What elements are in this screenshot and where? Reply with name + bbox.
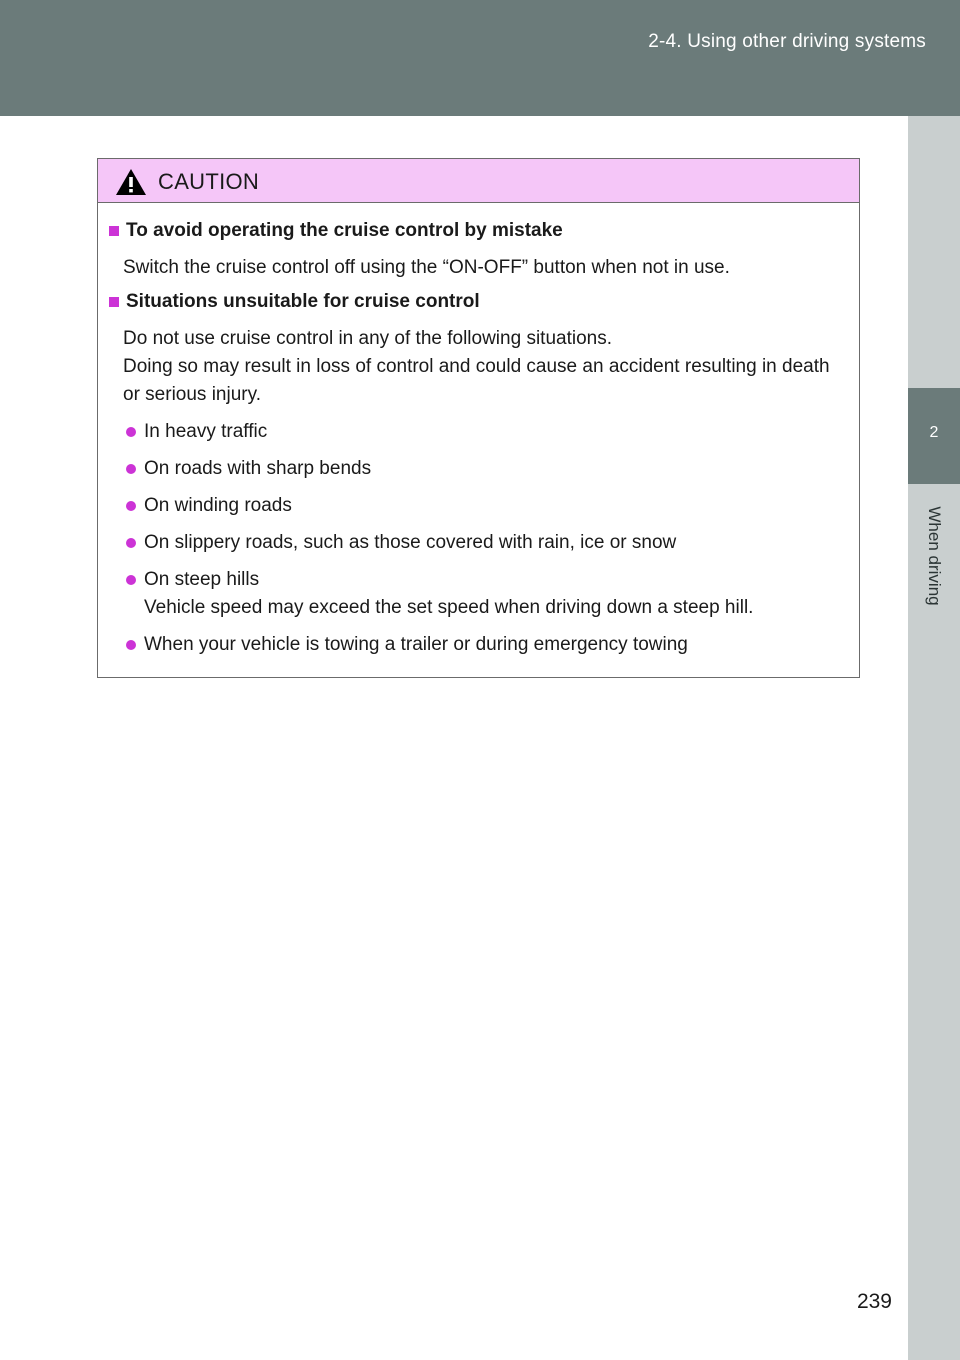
- paragraph: Do not use cruise control in any of the following situations.: [123, 328, 612, 349]
- section-title: 2-4. Using other driving systems: [648, 31, 926, 52]
- caution-title: CAUTION: [158, 169, 260, 194]
- caution-box: [97, 158, 860, 678]
- bullet-list: [107, 418, 849, 659]
- section-heading: [107, 220, 849, 242]
- list-item-title: On steep hills: [144, 569, 260, 590]
- list-item-text: When your vehicle is towing a trailer or during emergency towing: [144, 634, 688, 655]
- header-bar: [0, 0, 960, 116]
- warning-icon: [115, 168, 147, 196]
- caution-body: [98, 203, 859, 659]
- side-tab-label: When driving: [925, 506, 944, 606]
- list-item-text: [144, 566, 753, 622]
- square-bullet-icon: [109, 226, 119, 236]
- round-bullet-icon: [126, 464, 136, 474]
- round-bullet-icon: [126, 538, 136, 548]
- side-tab-upper: [908, 116, 960, 388]
- side-tab-lower: [908, 484, 960, 1360]
- list-item-text: On roads with sharp bends: [144, 458, 372, 479]
- paragraph: Switch the cruise control off using the “ON-OFF” button when not in use.: [123, 257, 730, 278]
- list-item: [123, 455, 849, 483]
- round-bullet-icon: [126, 575, 136, 585]
- side-tab-number: 2: [929, 424, 939, 441]
- section-heading: [107, 291, 849, 313]
- list-item: [123, 529, 849, 557]
- list-item: [123, 492, 849, 520]
- round-bullet-icon: [126, 427, 136, 437]
- list-item: [123, 566, 849, 622]
- list-item-text: On slippery roads, such as those covered with rain, ice or snow: [144, 532, 677, 553]
- list-item-text: On winding roads: [144, 495, 292, 516]
- list-item-note: Vehicle speed may exceed the set speed when driving down a steep hill.: [144, 597, 754, 618]
- heading-text: To avoid operating the cruise control by mistake: [126, 220, 563, 241]
- caution-header: [98, 159, 859, 203]
- paragraph: Doing so may result in loss of control and could cause an accident resulting in death or serious injury.: [123, 356, 830, 405]
- round-bullet-icon: [126, 640, 136, 650]
- heading-text: Situations unsuitable for cruise control: [126, 291, 480, 312]
- list-item: [123, 418, 849, 446]
- page-number: 239: [856, 1290, 892, 1313]
- list-item: [123, 631, 849, 659]
- list-item-text: In heavy traffic: [144, 421, 268, 442]
- round-bullet-icon: [126, 501, 136, 511]
- square-bullet-icon: [109, 297, 119, 307]
